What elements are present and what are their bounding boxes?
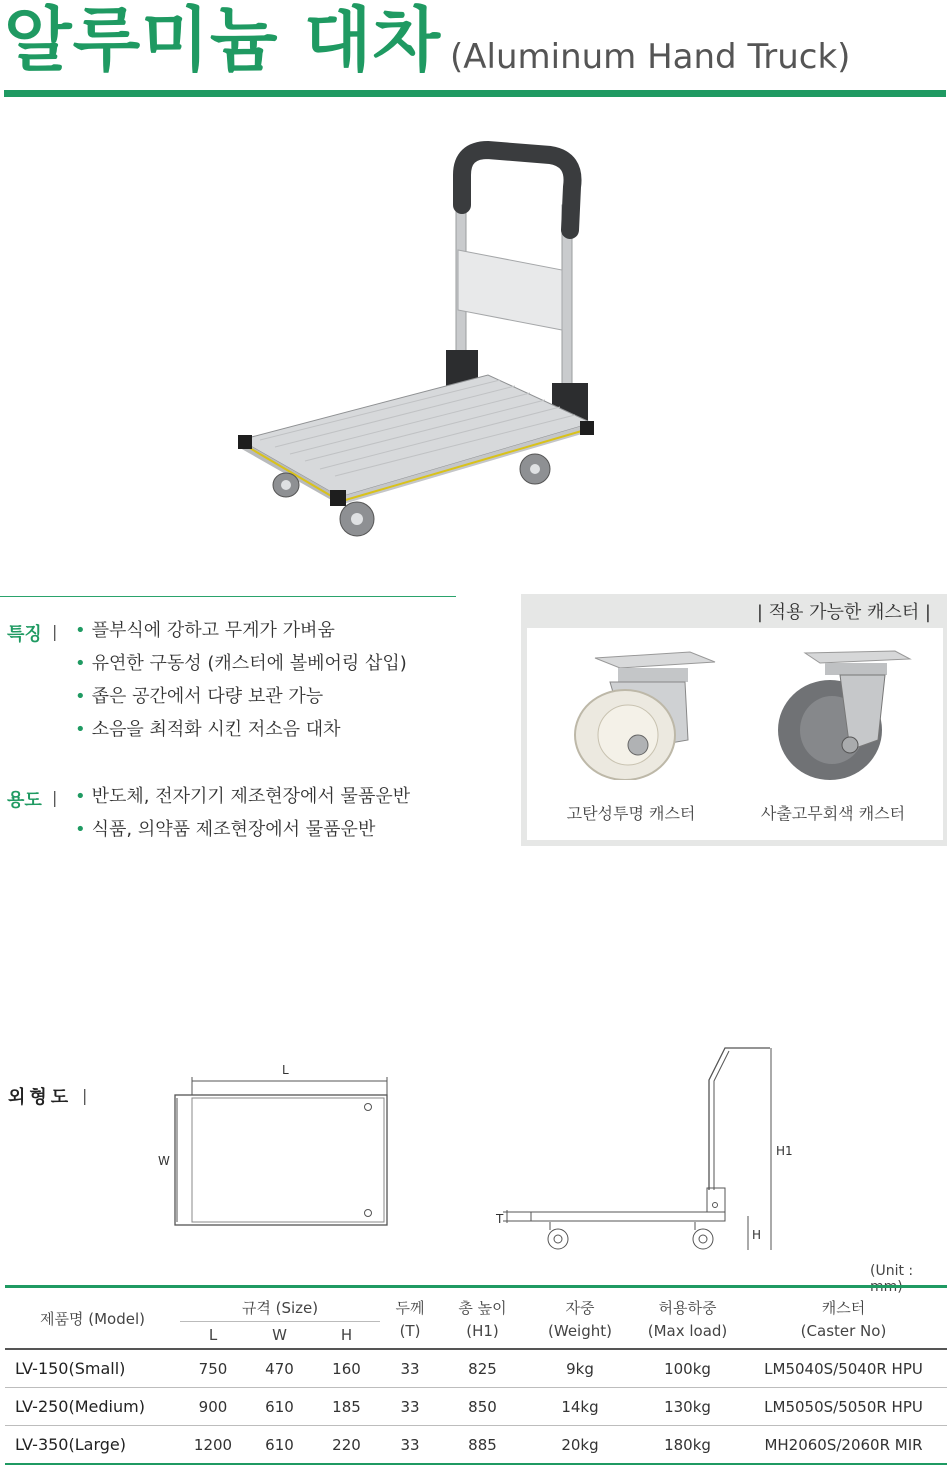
header-maxload: 허용하중 (Max load) (647, 1298, 728, 1340)
header-thickness: 두께 (T) (395, 1298, 425, 1340)
caster-panel-title: | 적용 가능한 캐스터 | (756, 602, 931, 623)
header-caster: 캐스터 (Caster No) (800, 1298, 887, 1340)
dim-label-l: L (282, 1063, 289, 1077)
dim-label-h: H (752, 1228, 762, 1242)
feature-item: • 유연한 구동성 (캐스터에 볼베어링 삽입) (75, 653, 407, 674)
header-model: 제품명 (Model) (40, 1309, 145, 1328)
usage-separator: | (52, 788, 58, 807)
dim-label-t: T (496, 1212, 504, 1226)
dim-label-w: W (158, 1154, 170, 1168)
outline-label: 외형도 (8, 1087, 73, 1108)
caster-label: 사출고무회색 캐스터 (760, 804, 906, 823)
header-w: W (246, 1321, 313, 1349)
top-view-drawing (150, 1060, 400, 1235)
header-weight: 자중 (Weight) (548, 1298, 612, 1340)
features-label: 특징 (7, 624, 42, 645)
table-row: LV-150(Small) 750 470 160 33 825 9kg 100kg LM5040S/5040R HPU (5, 1349, 947, 1388)
caster-label: 고탄성투명 캐스터 (566, 804, 696, 823)
feature-item: • 소음을 최적화 시킨 저소음 대차 (75, 719, 341, 740)
dim-label-h1: H1 (776, 1144, 793, 1158)
usage-item: • 반도체, 전자기기 제조현장에서 물품운반 (75, 786, 411, 807)
side-view-drawing (495, 1040, 775, 1260)
header-h: H (313, 1321, 380, 1349)
features-separator: | (52, 622, 58, 641)
header-height: 총 높이 (H1) (458, 1298, 507, 1340)
spec-table (5, 1285, 947, 1465)
feature-item: • 좁은 공간에서 다량 보관 가능 (75, 686, 324, 707)
page-subtitle: (Aluminum Hand Truck) (450, 37, 851, 77)
feature-item: • 플부식에 강하고 무게가 가벼움 (75, 620, 335, 641)
table-row: LV-250(Medium) 900 610 185 33 850 14kg 130kg LM5050S/5050R HPU (5, 1388, 947, 1426)
unit-note: (Unit : mm) (870, 1263, 914, 1295)
table-row: LV-350(Large) 1200 610 220 33 885 20kg 180kg MH2060S/2060R MIR (5, 1426, 947, 1465)
features-divider (0, 596, 456, 597)
clear-caster-image (570, 640, 720, 780)
page-title: 알루미늄 대차 (4, 0, 442, 81)
outline-separator: | (82, 1086, 88, 1105)
gray-rubber-caster-image (770, 645, 920, 785)
header-size: 규격 (Size) (241, 1298, 319, 1317)
title-divider (4, 90, 946, 97)
hand-truck-image (230, 135, 600, 545)
usage-item: • 식품, 의약품 제조현장에서 물품운반 (75, 819, 376, 840)
usage-label: 용도 (7, 790, 42, 811)
header-l: L (180, 1321, 246, 1349)
